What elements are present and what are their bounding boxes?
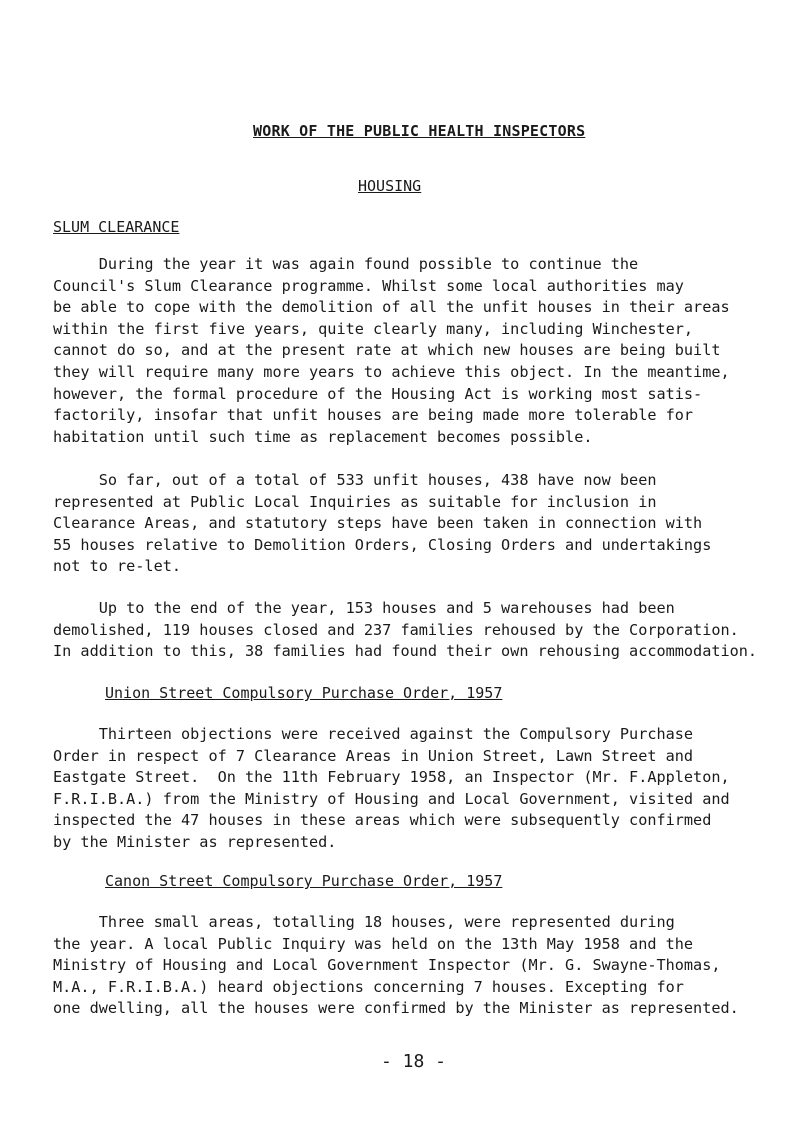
text-line: be able to cope with the demolition of all the unfit houses in their areas xyxy=(53,298,730,317)
paragraph-union-street xyxy=(53,724,773,854)
page-number: - 18 - xyxy=(381,1051,447,1072)
text-line: Order in respect of 7 Clearance Areas in Union Street, Lawn Street and xyxy=(53,746,694,765)
text-line: Clearance Areas, and statutory steps have been taken in connection with xyxy=(53,514,703,533)
text-line: Eastgate Street. On the 11th February 1958, an Inspector (Mr. F.Appleton, xyxy=(53,768,730,787)
text-line: So far, out of a total of 533 unfit houses, 438 have now been xyxy=(53,471,657,489)
section-heading-slum-clearance: SLUM CLEARANCE xyxy=(53,218,180,236)
section-title-housing: HOUSING xyxy=(358,177,422,195)
text-line: by the Minister as represented. xyxy=(53,832,337,851)
text-line: factorily, insofar that unfit houses are being made more tolerable for xyxy=(53,406,694,425)
text-line: not to re-let. xyxy=(53,557,182,576)
paragraph-canon-street xyxy=(53,912,773,1020)
text-line: the year. A local Public Inquiry was held on the 13th May 1958 and the xyxy=(53,934,694,953)
text-line: During the year it was again found possible to continue the xyxy=(53,255,639,273)
text-line: habitation until such time as replacement becomes possible. xyxy=(53,427,593,446)
text-line: Three small areas, totalling 18 houses, were represented during xyxy=(53,913,675,931)
text-line: F.R.I.B.A.) from the Ministry of Housing and Local Government, visited and xyxy=(53,789,730,808)
paragraph-slum-clearance-intro xyxy=(53,254,773,448)
text-line: Up to the end of the year, 153 houses and 5 warehouses had been xyxy=(53,599,675,617)
text-line: In addition to this, 38 families had found their own rehousing accommodation. xyxy=(53,642,758,661)
text-line: however, the formal procedure of the Housing Act is working most satis- xyxy=(53,384,703,403)
subheading-canon-street: Canon Street Compulsory Purchase Order, 1957 xyxy=(105,872,503,890)
text-line: they will require many more years to achieve this object. In the meantime, xyxy=(53,362,730,381)
text-line: 55 houses relative to Demolition Orders, Closing Orders and undertakings xyxy=(53,535,712,554)
text-line: represented at Public Local Inquiries as suitable for inclusion in xyxy=(53,492,657,511)
text-line: within the first five years, quite clearly many, including Winchester, xyxy=(53,319,694,338)
text-line: inspected the 47 houses in these areas which were subsequently confirmed xyxy=(53,811,712,830)
text-line: one dwelling, all the houses were confirmed by the Minister as represented. xyxy=(53,999,739,1018)
text-line: Thirteen objections were received against the Compulsory Purchase xyxy=(53,725,694,743)
text-line: Council's Slum Clearance programme. Whilst some local authorities may xyxy=(53,276,684,295)
paragraph-demolition-results xyxy=(53,598,773,663)
paragraph-unfit-houses-totals xyxy=(53,470,773,578)
text-line: M.A., F.R.I.B.A.) heard objections concerning 7 houses. Excepting for xyxy=(53,977,684,996)
document-title: WORK OF THE PUBLIC HEALTH INSPECTORS xyxy=(253,122,586,140)
text-line: demolished, 119 houses closed and 237 families rehoused by the Corporation. xyxy=(53,620,739,639)
text-line: Ministry of Housing and Local Government Inspector (Mr. G. Swayne-Thomas, xyxy=(53,956,721,975)
subheading-union-street: Union Street Compulsory Purchase Order, 1957 xyxy=(105,684,503,702)
text-line: cannot do so, and at the present rate at which new houses are being built xyxy=(53,341,721,360)
